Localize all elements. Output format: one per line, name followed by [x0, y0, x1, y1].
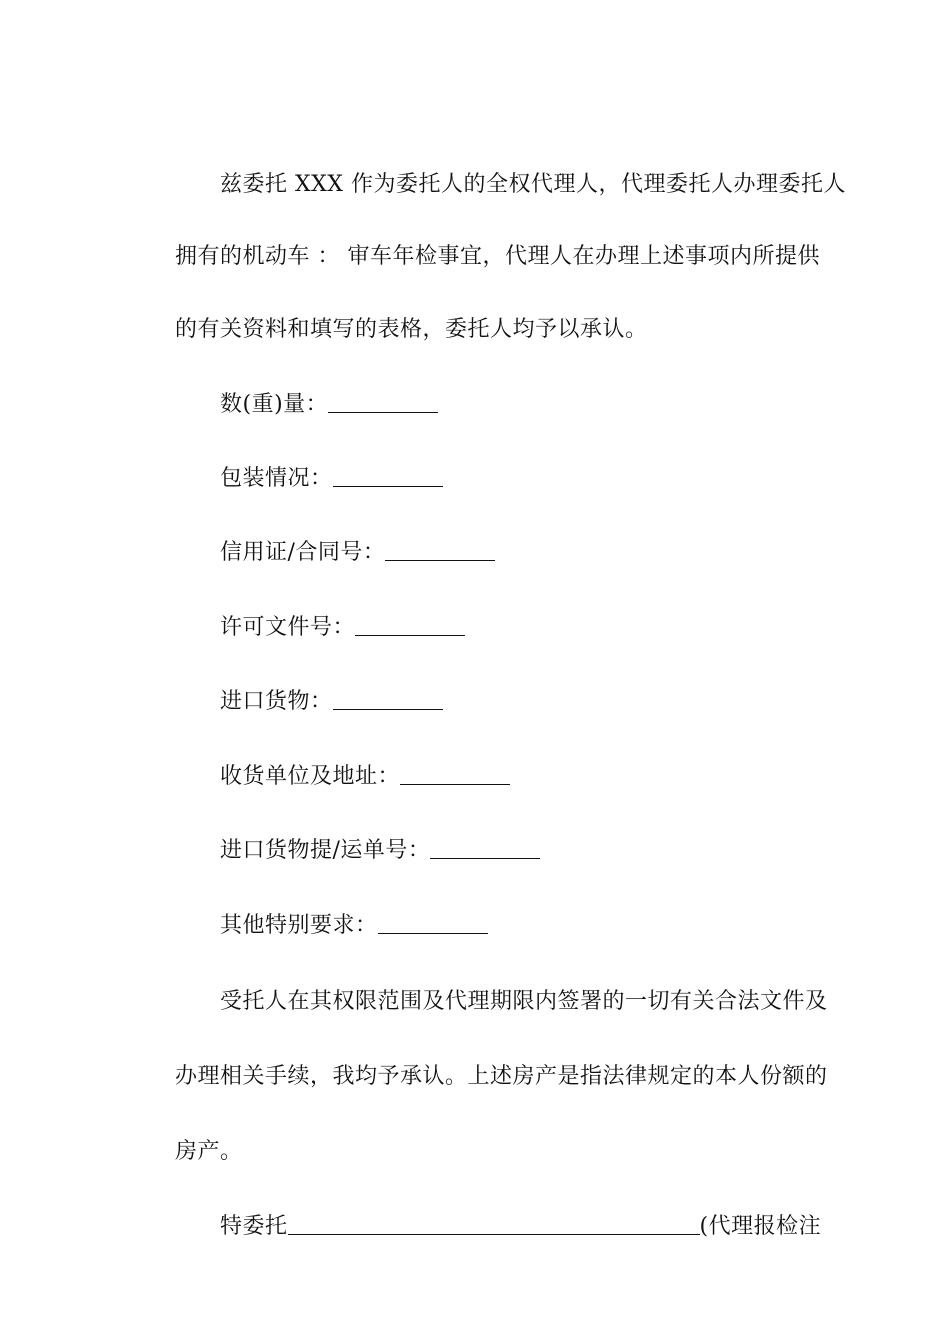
paragraph-text: 兹委托 XXX 作为委托人的全权代理人，代理委托人办理委托人	[219, 172, 846, 197]
blank-underline	[333, 687, 443, 710]
blank-underline	[400, 762, 510, 785]
paragraph-text: 拥有的机动车 ： 审车年检事宜，代理人在办理上述事项内所提供	[174, 244, 820, 269]
paragraph-text: 受托人在其权限范围及代理期限内签署的一切有关合法文件及	[219, 989, 828, 1014]
blank-underline	[378, 911, 488, 934]
blank-underline	[355, 613, 465, 636]
field-label: 信用证/合同号：	[219, 540, 386, 565]
blank-underline	[288, 1212, 700, 1235]
field-label: 包装情况：	[219, 466, 333, 491]
paragraph-text: (代理报检注	[699, 1214, 822, 1239]
field-label: 进口货物：	[219, 689, 333, 714]
field-label: 许可文件号：	[219, 615, 355, 640]
blank-underline	[430, 836, 540, 859]
field-label: 收货单位及地址：	[219, 764, 400, 789]
blank-underline	[328, 390, 438, 413]
field-label: 其他特别要求：	[219, 913, 378, 938]
field-label: 数(重)量：	[219, 392, 329, 417]
paragraph-text: 办理相关手续，我均予承认。上述房产是指法律规定的本人份额的	[174, 1064, 828, 1089]
paragraph-text: 房产。	[174, 1139, 243, 1164]
paragraph-text: 的有关资料和填写的表格，委托人均予以承认。	[174, 317, 648, 342]
field-label: 进口货物提/运单号：	[219, 838, 431, 863]
paragraph-line	[145, 1032, 828, 1122]
blank-underline	[333, 464, 443, 487]
blank-underline	[385, 538, 495, 561]
paragraph-text: 特委托	[219, 1214, 288, 1239]
paragraph-line	[190, 1182, 821, 1272]
